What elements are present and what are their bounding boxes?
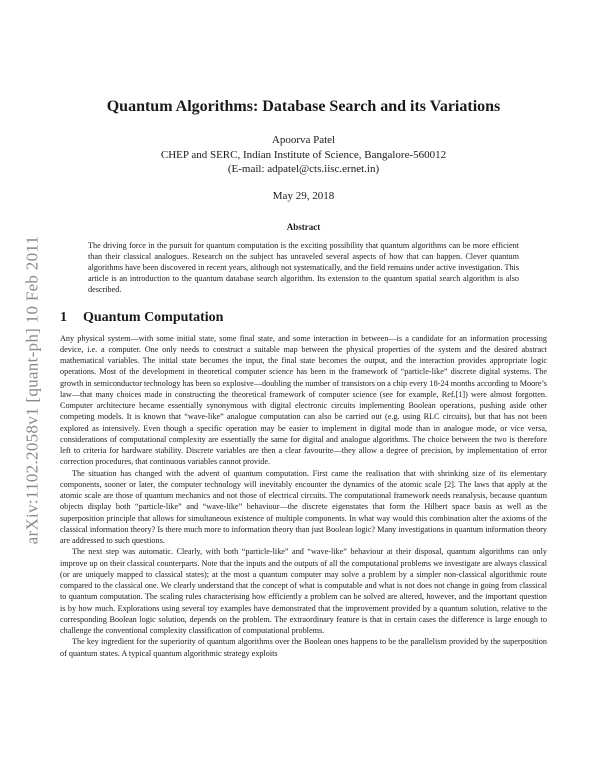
- abstract-text: The driving force in the pursuit for quantum computation is the exciting possibility that quantum algorithms can be more efficient than their classical analogues. Research on the subject has unraveled several aspects of how that can happen. Clever quantum algorithms have been discovered in recent years, although not systematically, and the field remains under active investigation. This article is an introduction to the quantum database search algorithm. Its extension to the quantum spatial search algorithm is also described.: [88, 240, 519, 295]
- section-number: 1: [60, 309, 67, 325]
- author-email: (E-mail: adpatel@cts.iisc.ernet.in): [227, 163, 380, 175]
- body-paragraph: Any physical system—with some initial state, some final state, and some interaction in between—is a candidate for an information processing device, i.e. a computer. One only needs to construct a suitable map between the physical properties of the system and the desired abstract mathematical variables. The initial state becomes the input, the final state becomes the output, and the interaction provides appropriate logic operations. Most of the development in theoretical computer science has been in the framework of “particle-like” discrete digital systems. The growth in semiconductor technology has been so explosive—doubling the number of transistors on a chip every 18-24 months according to Moore’s law—that many choices made in constructing the theoretical framework of computer science (see for example, Ref.[1]) were almost forgotten. Computer architecture became essentially synonymous with digital electronic circuits implementing Boolean operations, pushing aside other competing models. It is known that “wave-like” analogue computation can also be carried out (e.g. using RLC circuits), but that has not been explored as intensively. Even though a specific operation may be easier to implement in digital mode than in analogue mode, or vice versa, considerations of computational complexity are essentially the same for digital and analogue algorithms. The choice between the two is therefore left to criteria for hardware stability. Discrete variables are then a clear favourite—they allow a degree of precision, by implementation of error correction procedures, that continuous variables cannot provide.: [60, 333, 547, 467]
- author-affiliation: CHEP and SERC, Indian Institute of Science, Bangalore-560012: [160, 148, 447, 161]
- body-paragraph: The situation has changed with the advent of quantum computation. First came the realisation that with shrinking size of its elementary components, sooner or later, the computer technology will inevitably encounter the dynamics of the atomic scale [2]. The laws that apply at the atomic scale are those of quantum mechanics and not those of electrical circuits. The computational framework needs reanalysis, because quantum objects display both “particle-like” and “wave-like” behaviour—the discrete eigenstates that form the Hilbert space basis as well as the superposition principle that allows for simultaneous existence of multiple components. In what way would this combination alter the axioms of the classical information theory? Is there much more to information theory than just Boolean logic? Many investigations in quantum information theory are addressed to such questions.: [60, 468, 547, 546]
- paper-page: [60, 97, 547, 659]
- arxiv-identifier: arXiv:1102.2058v1 [quant-ph] 10 Feb 2011: [22, 235, 42, 545]
- section-title: Quantum Computation: [83, 309, 224, 325]
- author-block: [60, 133, 547, 177]
- author-name: Apoorva Patel: [271, 134, 336, 146]
- arxiv-sidebar: [20, 210, 44, 570]
- paper-title: Quantum Algorithms: Database Search and its Variations: [106, 98, 501, 115]
- body-paragraph: The next step was automatic. Clearly, with both “particle-like” and “wave-like” behaviour at their disposal, quantum algorithms can only improve up on their classical counterparts. Note that the inputs and the outputs of all the computational problems we investigate are always classical (or are uniquely mapped to classical states); at the most a quantum computer may solve a problem by a simpler non-classical algorithmic route compared to the classical one. We clearly understand that the concept of what is computable and what is not does not change in going from classical to quantum computation. The scaling rules characterising how efficiently a problem can be solved are altered, however, and the important question is by how much. Explorations using several toy examples have demonstrated that the improvement provided by a quantum solution, relative to the corresponding Boolean logic solution, depends on the problem. The extraordinary feature is that in certain cases the difference is large enough to challenge the conventional complexity classification of computational problems.: [60, 547, 547, 636]
- paper-date: May 29, 2018: [272, 189, 335, 202]
- section-heading: [60, 310, 547, 326]
- body-paragraph: The key ingredient for the superiority of quantum algorithms over the Boolean ones happens to be the parallelism provided by the superposition of quantum states. A typical quantum algorithmic strategy exploits: [60, 637, 547, 658]
- abstract-heading: Abstract: [286, 221, 321, 232]
